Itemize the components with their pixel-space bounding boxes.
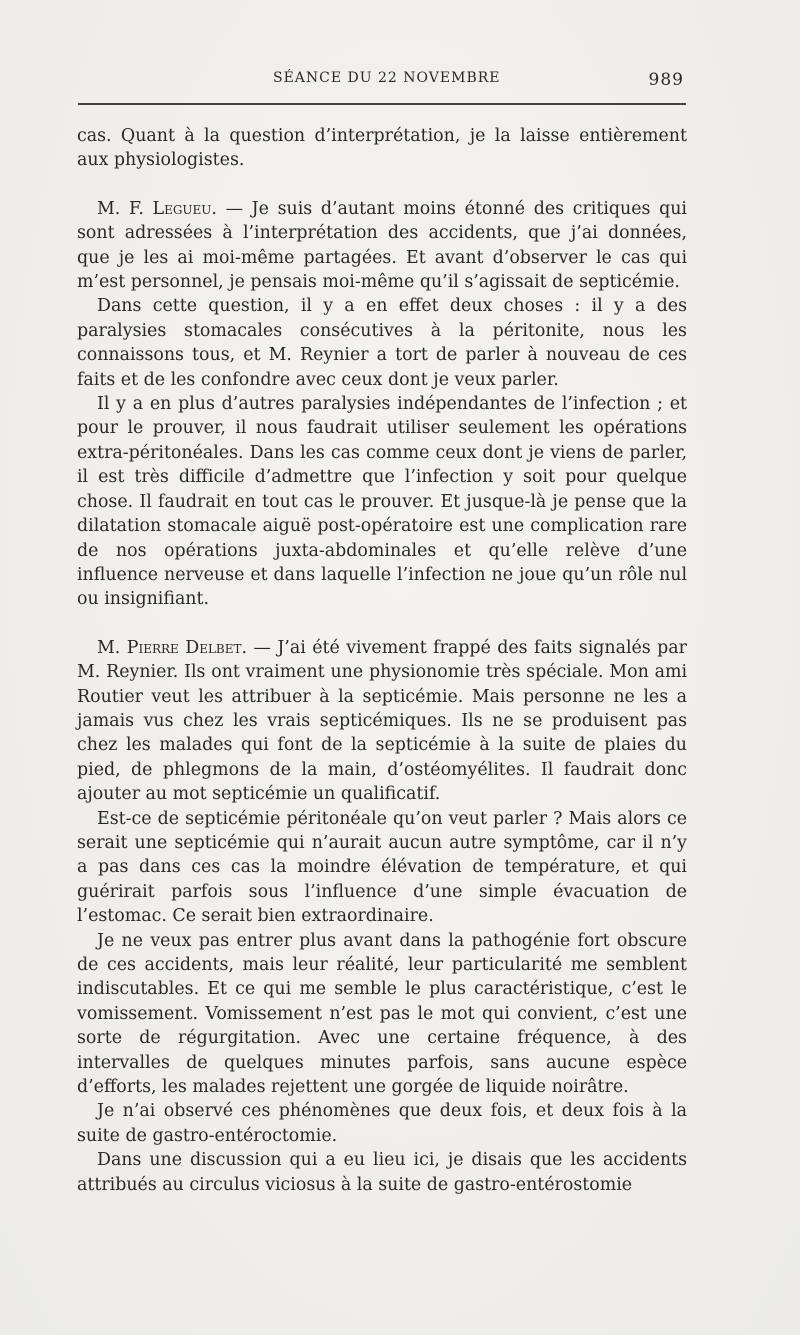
paragraph: M. Pierre Delbet. — J’ai été vivement frappé des faits signalés par M. Reynier. Ils ont vraiment une physionomie très spéciale. Mon ami Routier veut les attribuer à la septicémie. Mais personne ne les a jamais vus chez les vrais septicémiques. Ils ne se produisent pas chez les malades qui font de la septicémie à la suite de plaies du pied, de phlegmons de la main, d’ostéomyélites. Il faudrait donc ajouter au mot septicémie un qualificatif.: [77, 637, 687, 805]
speaker-name: M. Pierre Delbet.: [97, 637, 248, 658]
page-header: [78, 70, 684, 94]
page-number: 989: [648, 70, 684, 90]
running-title: SÉANCE DU 22 NOVEMBRE: [273, 70, 501, 86]
paragraph: Dans une discussion qui a eu lieu ici, je disais que les accidents attribués au circulus viciosus à la suite de gastro-entérostomie: [77, 1150, 687, 1195]
paragraph: cas. Quant à la question d’interprétation, je la laisse entièrement aux physiologistes.: [77, 126, 687, 171]
paragraph: Il y a en plus d’autres paralysies indépendantes de l’infection ; et pour le prouver, il nous faudrait utiliser seulement les opérations extra-péritonéales. Dans les cas comme ceux dont je viens de parler, il est très difficile d’admettre que l’infection y soit pour quelque chose. Il faudrait en tout cas le prouver. Et jusque-là je pense que la dilatation stomacale aiguë post-opératoire est une complication rare de nos opérations juxta-abdominales et qu’elle relève d’une influence nerveuse et dans laquelle l’infection ne joue qu’un rôle nul ou insignifiant.: [77, 394, 687, 610]
paragraph: Dans cette question, il y a en effet deux choses : il y a des paralysies stomacales consécutives à la péritonite, nous les connaissons tous, et M. Reynier a tort de parler à nouveau de ces faits et de les confondre avec ceux dont je veux parler.: [77, 296, 687, 390]
header-rule: [78, 103, 686, 105]
paragraph: M. F. Legueu. — Je suis d’autant moins étonné des critiques qui sont adressées à l’interprétation des accidents, que j’ai données, que je les ai moi-même partagées. Et avant d’observer le cas qui m’est personnel, je pensais moi-même qu’il s’agissait de septicémie.: [77, 198, 687, 293]
speaker-name: M. F. Legueu.: [97, 198, 217, 219]
body-text: [77, 124, 687, 1197]
paragraph: Est-ce de septicémie péritonéale qu’on veut parler ? Mais alors ce serait une septicémie qui n’aurait aucun autre symptôme, car il n’y a pas dans ces cas la moindre élévation de température, et qui guérirait parfois sous l’influence d’une simple évacuation de l’estomac. Ce serait bien extraordinaire.: [77, 808, 687, 927]
paragraph: Je ne veux pas entrer plus avant dans la pathogénie fort obscure de ces accidents, mais leur réalité, leur particularité me semblent indiscutables. Et ce qui me semble le plus caractéristique, c’est le vomissement. Vomissement n’est pas le mot qui convient, c’est une sorte de régurgitation. Avec une certaine fréquence, à des intervalles de quelques minutes parfois, sans aucune espèce d’efforts, les malades rejettent une gorgée de liquide noirâtre.: [77, 930, 687, 1098]
paragraph: Je n’ai observé ces phénomènes que deux fois, et deux fois à la suite de gastro-entéroctomie.: [77, 1101, 687, 1146]
